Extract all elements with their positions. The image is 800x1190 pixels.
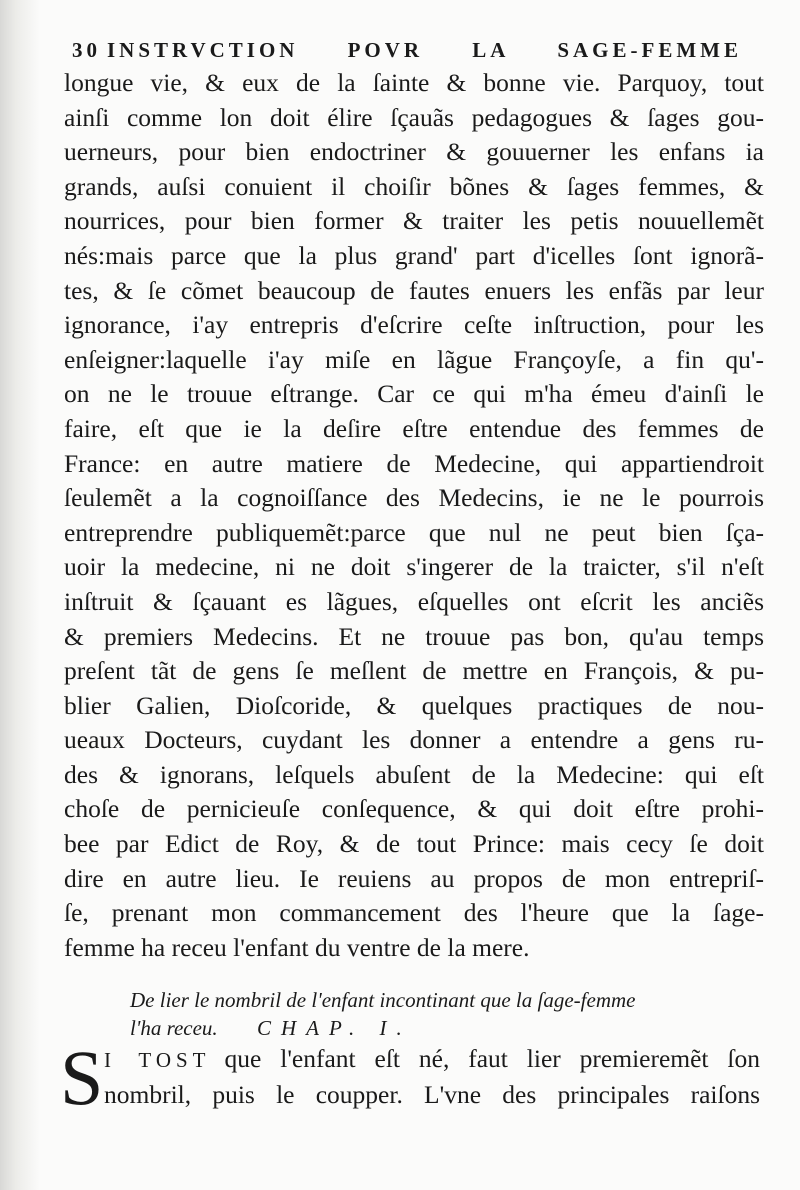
scan-edge-shadow (0, 0, 40, 1190)
opening-word: I TOST (104, 1048, 211, 1072)
text-line: ſeulemẽt a la cognoiſſance des Medecins, ie ne le pourrois (64, 483, 764, 513)
text-line: faire, eſt que ie la deſire eſtre entendue des femmes de (64, 413, 764, 443)
text-line: choſe de pernicieuſe conſequence, & qui doit eſtre prohi- (64, 794, 764, 824)
chapter-line-2: nombril, puis le coupper. L'vne des principales raiſons (104, 1079, 760, 1109)
text-line: entreprendre publiquemẽt:parce que nul ne peut bien ſça- (64, 517, 764, 547)
text-line: longue vie, & eux de la ſainte & bonne vie. Parquoy, tout (64, 68, 764, 97)
chapter-line-1 (104, 1042, 760, 1078)
drop-cap: S (60, 1034, 104, 1121)
caption-line-2-text: l'ha receu. (130, 1016, 218, 1040)
chapter-caption (130, 986, 720, 1042)
text-line: ueaux Docteurs, cuydant les donner a entendre a gens ru- (64, 725, 764, 755)
text-line: ignorance, i'ay entrepris d'eſcrire ceſte inſtruction, pour les (64, 310, 764, 340)
text-line: blier Galien, Dioſcoride, & quelques practiques de nou- (64, 690, 764, 720)
text-line: ainſi comme lon doit élire ſçauãs pedagogues & ſages gou- (64, 102, 764, 132)
text-line: femme ha receu l'enfant du ventre de la mere. (64, 932, 530, 962)
text-line: ſe, prenant mon commancement des l'heure que la ſage- (64, 898, 764, 928)
text-line: tes, & ſe cõmet beaucoup de fautes enuers les enfãs par leur (64, 275, 764, 305)
text-line: uoir la medecine, ni ne doit s'ingerer de la traicter, s'il n'eſt (64, 552, 764, 582)
text-line: inſtruit & ſçauant es lãgues, eſquelles ont eſcrit les anciẽs (64, 586, 764, 616)
chapter-number: CHAP. I. (256, 1016, 412, 1040)
text-line: bee par Edict de Roy, & de tout Prince: mais cecy ſe doit (64, 829, 764, 859)
text-line: nourrices, pour bien former & traiter les petis nouuellemẽt (64, 206, 764, 236)
text-line: dire en autre lieu. Ie reuiens au propos de mon entrepriſ- (64, 863, 764, 893)
text-line: des & ignorans, leſquels abuſent de la Medecine: qui eſt (64, 759, 764, 789)
chapter-line-1-rest: que l'enfant eſt né, faut lier premieremẽt ſon (224, 1044, 760, 1073)
text-line: nés:mais parce que la plus grand' part d'icelles ſont ignorã- (64, 240, 764, 270)
running-title: INSTRVCTION POVR LA SAGE-FEMME (107, 38, 742, 62)
text-line: uerneurs, pour bien endoctriner & gouuerner les enfans ia (64, 137, 764, 167)
text-line: grands, auſsi conuient il choiſir bõnes & ſages femmes, & (64, 171, 764, 201)
page-number: 30 (72, 38, 101, 62)
caption-line-2 (130, 1014, 720, 1042)
running-head (72, 38, 742, 63)
text-line: France: en autre matiere de Medecine, qui appartiendroit (64, 448, 764, 478)
body-text (64, 66, 764, 965)
text-line: preſent tãt de gens ſe meſlent de mettre en François, & pu- (64, 656, 764, 686)
text-line: & premiers Medecins. Et ne trouue pas bon, qu'au temps (64, 621, 764, 651)
caption-line: De lier le nombril de l'enfant incontinant que la ſage-femme (130, 988, 636, 1012)
text-line: enſeigner:laquelle i'ay miſe en lãgue Françoyſe, a fin qu'- (64, 344, 764, 374)
text-line: on ne le trouue eſtrange. Car ce qui m'ha émeu d'ainſi le (64, 379, 764, 409)
chapter-text (60, 1034, 760, 1121)
